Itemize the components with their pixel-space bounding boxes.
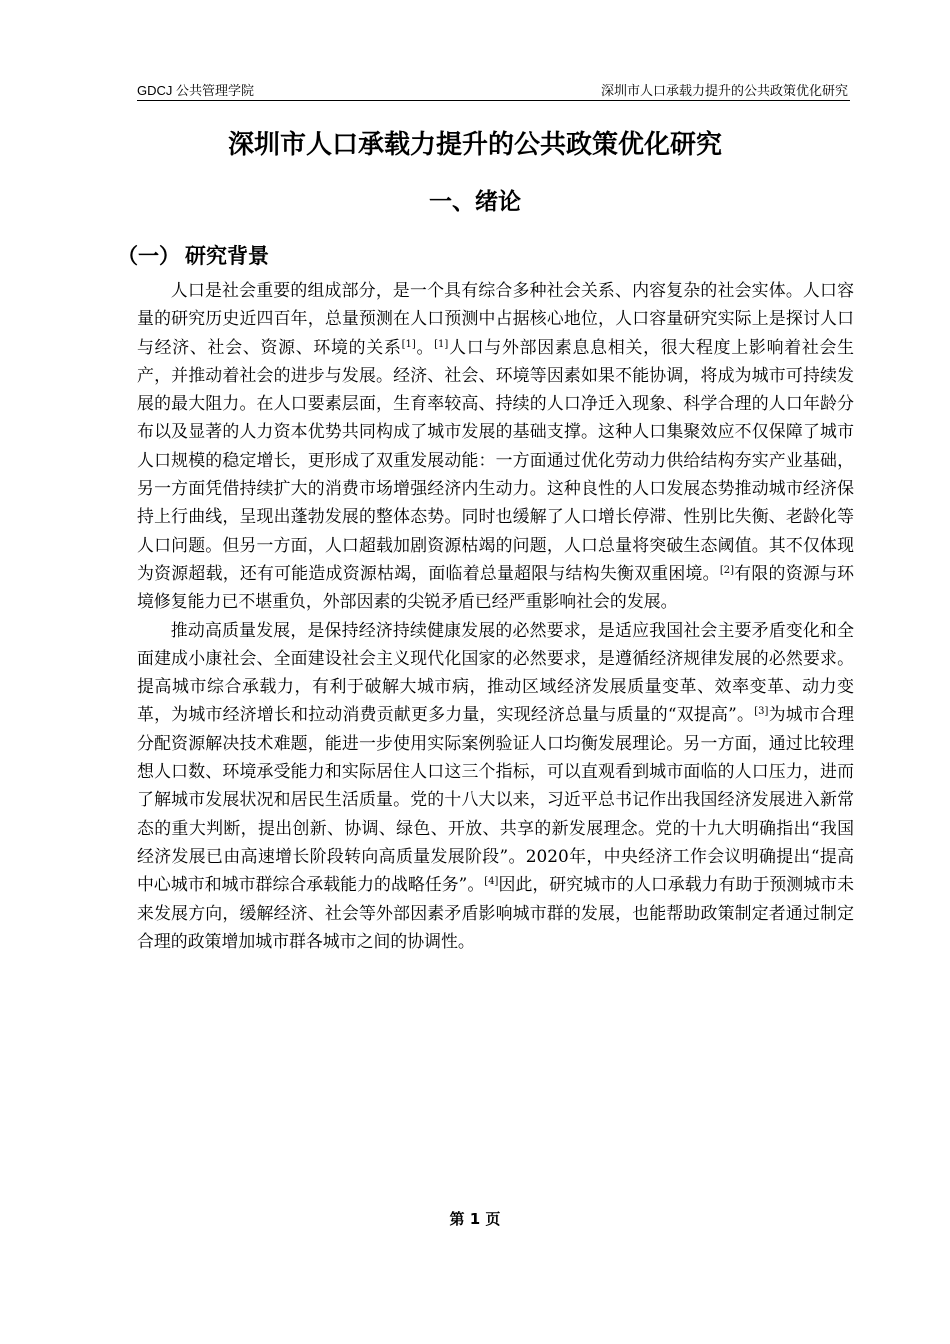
- header-paper-title: 深圳市人口承载力提升的公共政策优化研究: [600, 83, 848, 98]
- citation-ref: [4]: [484, 876, 499, 888]
- header-school: GDCJ 公共管理学院: [137, 83, 255, 98]
- page-header: [137, 78, 850, 101]
- document-title: 深圳市人口承载力提升的公共政策优化研究: [227, 130, 722, 160]
- paragraph-2: [137, 616, 854, 956]
- citation-ref: [2]: [719, 564, 735, 576]
- paragraph-text: 人口与外部因素息息相关，很大程度上影响着社会生产，并推动着社会的进步与发展。经济、社会、环境等因素如果不能协调，将成为城市可持续发展的最大阻力。在人口要素层面，生育率较高、持续的人口净迁入现象、科学合理的人口年龄分布以及显著的人力资本优势共同构成了城市发展的基础支撑。这种人口集聚效应不仅保障了城市人口规模的稳定增长，更形成了双重发展动能：一方面通过优化劳动力供给结构夯实产业基础，另一方面凭借持续扩大的消费市场增强经济内生动力。这种良性的人口发展态势推动城市经济保持上行曲线，呈现出蓬勃发展的整体态势。同时也缓解了人口增长停滞、性别比失衡、老龄化等人口问题。但另一方面，人口超载加剧资源枯竭的问题，人口总量将突破生态阈值。其不仅体现为资源超载，还有可能造成资源枯竭，面临着总量超限与结构失衡双重困境。: [137, 336, 855, 583]
- chapter-heading: 一、绪论: [429, 189, 521, 215]
- paragraph-text: 为城市合理分配资源解决技术难题，能进一步使用实际案例验证人口均衡发展理论。另一方面，通过比较理想人口数、环境承受能力和实际居住人口这三个指标，可以直观看到城市面临的人口压力，进而了解城市发展状况和居民生活质量。党的十八大以来，习近平总书记作出我国经济发展进入新常态的重大判断，提出创新、协调、绿色、开放、共享的新发展理念。党的十九大明确指出“我国经济发展已由高速增长阶段转向高质量发展阶段”。2020年，中央经济工作会议明确提出“提高中心城市和城市群综合承载能力的战略任务”。: [137, 704, 854, 895]
- citation-ref: [3]: [754, 706, 769, 718]
- citation-ref: [1]: [401, 338, 416, 350]
- citation-ref: [1]: [434, 338, 449, 350]
- paragraph-text: 因此，研究城市的人口承载力有助于预测城市未来发展方向，缓解经济、社会等外部因素矛盾影响城市群的发展，也能帮助政策制定者通过制定合理的政策增加城市群各城市之间的协调性。: [137, 874, 855, 951]
- paragraph-text: 人口是社会重要的组成部分，是一个具有综合多种社会关系、内容复杂的社会实体。人口容量的研究历史近四百年，总量预测在人口预测中占据核心地位，人口容量研究实际上是探讨人口与经济、社会、资源、环境的关系: [137, 280, 854, 357]
- paragraph-1: [137, 276, 854, 616]
- page-number: 第 1 页: [449, 1210, 501, 1228]
- paragraph-text: 。: [415, 336, 435, 357]
- section-heading: [117, 240, 269, 270]
- section-number: （一）: [117, 244, 180, 268]
- paragraph-text: 有限的资源与环境修复能力已不堪重负，外部因素的尖锐矛盾已经严重影响社会的发展。: [137, 562, 855, 612]
- section-title: 研究背景: [185, 244, 269, 268]
- body-text: [137, 276, 854, 955]
- paragraph-text: 推动高质量发展，是保持经济持续健康发展的必然要求，是适应我国社会主要矛盾变化和全面建成小康社会、全面建设社会主义现代化国家的必然要求，是遵循经济规律发展的必然要求。提高城市综合承载力，有利于破解大城市病，推动区域经济发展质量变革、效率变革、动力变革，为城市经济增长和拉动消费贡献更多力量，实现经济总量与质量的“双提高”。: [137, 619, 854, 725]
